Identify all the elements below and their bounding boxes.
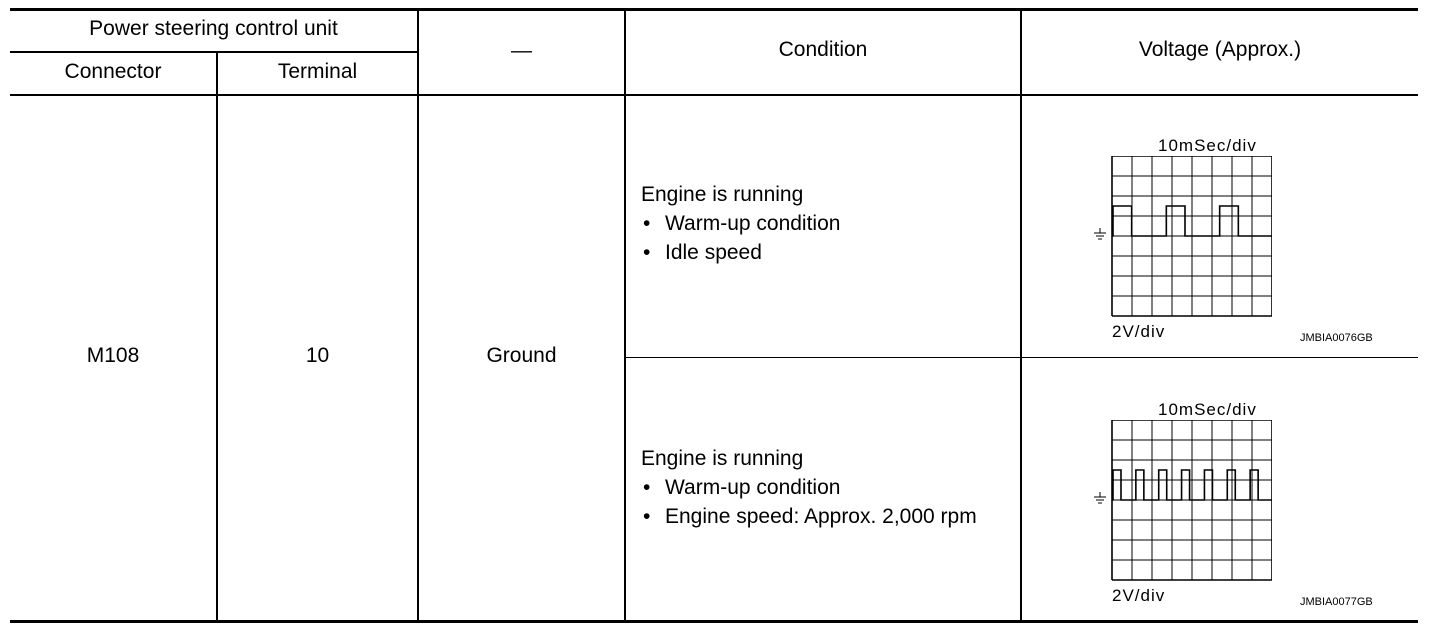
cell-terminal: 10 — [305, 344, 330, 367]
col-divider-connector-terminal — [216, 53, 218, 621]
col-divider-terminal-dash — [417, 11, 419, 621]
condition-bullet: • Warm-up condition — [643, 212, 841, 235]
time-div-label: 10mSec/div — [1158, 400, 1257, 419]
condition-title: Engine is running — [641, 183, 804, 206]
table-bottom-rule — [10, 620, 1418, 623]
header-voltage: Voltage (Approx.) — [1138, 38, 1302, 61]
figure-code: JMBIA0077GB — [1300, 596, 1373, 608]
header-dash: — — [511, 39, 532, 62]
condition-1 — [641, 180, 840, 267]
condition-2 — [641, 444, 977, 531]
figure-code: JMBIA0076GB — [1300, 332, 1373, 344]
col-divider-condition-voltage — [1020, 11, 1022, 621]
header-group-divider — [10, 51, 417, 53]
condition-bullet: • Engine speed: Approx. 2,000 rpm — [643, 505, 977, 528]
header-connector: Connector — [64, 60, 162, 83]
ground-symbol-icon — [1094, 228, 1106, 239]
condition-bullet: • Warm-up condition — [643, 476, 841, 499]
ground-symbol-icon — [1094, 492, 1106, 503]
condition-title: Engine is running — [641, 447, 804, 470]
oscilloscope-waveform-2 — [1092, 420, 1272, 586]
time-div-label: 10mSec/div — [1158, 136, 1257, 155]
header-terminal: Terminal — [277, 60, 358, 83]
cell-ground: Ground — [486, 344, 557, 367]
volt-div-label: 2V/div — [1112, 586, 1166, 605]
volt-div-label: 2V/div — [1112, 322, 1166, 341]
table-top-rule — [10, 8, 1418, 11]
oscilloscope-waveform-1 — [1092, 156, 1272, 322]
condition-bullet: • Idle speed — [643, 241, 762, 264]
header-bottom-rule — [10, 94, 1418, 96]
cell-connector: M108 — [86, 344, 140, 367]
col-divider-dash-condition — [624, 11, 626, 621]
header-condition: Condition — [778, 38, 868, 61]
header-power-steering-control-unit: Power steering control unit — [89, 17, 338, 40]
